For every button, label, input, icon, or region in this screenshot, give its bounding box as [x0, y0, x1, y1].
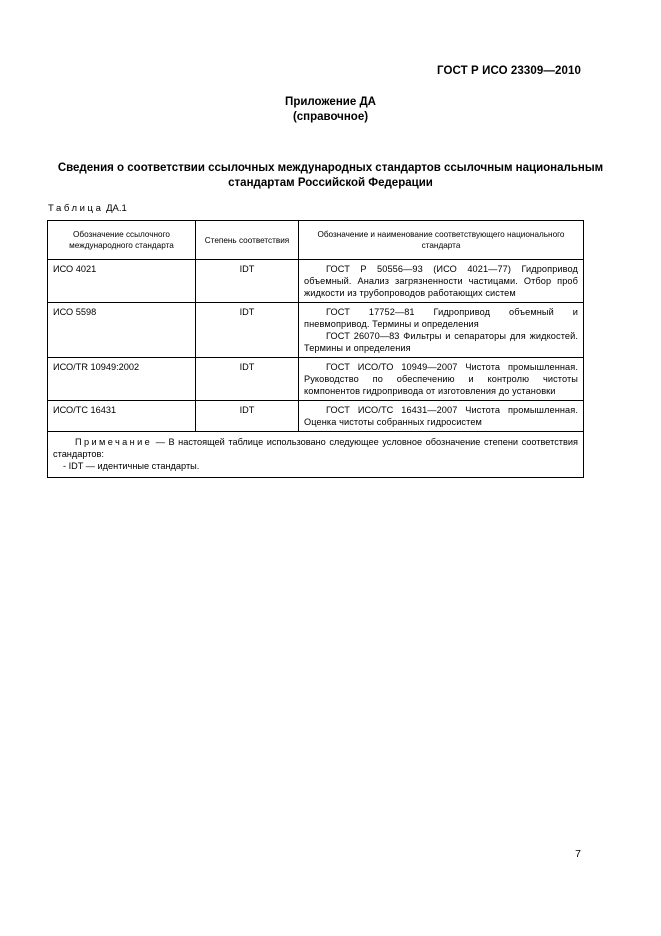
degree-cell: IDT [196, 303, 299, 358]
appendix-heading [0, 95, 661, 125]
national-standard-text: ГОСТ ИСО/ТО 10949—2007 Чистота промышленная. Руководство по обеспечению и контролю чистоты компонентов гидропривода от изготовления до установки [304, 362, 578, 396]
degree-cell: IDT [196, 358, 299, 401]
national-standard-cell [299, 401, 584, 432]
appendix-title: Приложение ДА [285, 96, 376, 108]
table-caption-label: Таблица [48, 203, 104, 214]
table-note-row [48, 432, 584, 478]
table-header-row [48, 221, 584, 260]
column-header-degree: Степень соответствия [196, 221, 299, 260]
degree-cell: IDT [196, 401, 299, 432]
section-title [40, 161, 621, 191]
national-standard-cell [299, 260, 584, 303]
degree-cell: IDT [196, 260, 299, 303]
table-note [48, 432, 584, 478]
national-standard-text: ГОСТ 17752—81 Гидропривод объемный и пневмопривод. Термины и определения [304, 307, 578, 329]
national-standard-text: ГОСТ 26070—83 Фильтры и сепараторы для жидкостей. Термины и определения [304, 331, 578, 353]
intl-standard-cell: ИСО 4021 [48, 260, 196, 303]
table-row [48, 358, 584, 401]
table-row [48, 260, 584, 303]
note-text [53, 436, 578, 460]
note-item: - IDT — идентичные стандарты. [63, 461, 200, 471]
note-label: Примечание [75, 437, 153, 447]
table-row [48, 401, 584, 432]
table-row [48, 303, 584, 358]
national-standard-text: ГОСТ Р 50556—93 (ИСО 4021—77) Гидропривод объемный. Анализ загрязненности частицами. Отбор проб жидкости из трубопроводов работающих систем [304, 264, 578, 298]
national-standard-cell [299, 303, 584, 358]
intl-standard-cell: ИСО 5598 [48, 303, 196, 358]
correspondence-table [47, 220, 584, 478]
column-header-intl-standard: Обозначение ссылочного международного стандарта [48, 221, 196, 260]
section-title-line-2: стандартам Российской Федерации [228, 177, 433, 189]
column-header-national-standard: Обозначение и наименование соответствующего национального стандарта [299, 221, 584, 260]
national-standard-text: ГОСТ ИСО/ТС 16431—2007 Чистота промышленная. Оценка чистоты собранных гидросистем [304, 405, 578, 427]
intl-standard-cell: ИСО/TR 10949:2002 [48, 358, 196, 401]
section-title-line-1: Сведения о соответствии ссылочных международных стандартов ссылочным национальным [57, 162, 604, 174]
intl-standard-cell: ИСО/ТС 16431 [48, 401, 196, 432]
table-caption [48, 203, 127, 214]
appendix-subtitle: (справочное) [292, 111, 369, 123]
table-caption-number: ДА.1 [106, 203, 127, 214]
document-code: ГОСТ Р ИСО 23309—2010 [436, 65, 581, 77]
page-number: 7 [575, 848, 581, 860]
note-body: — В настоящей таблице использовано следующее условное обозначение степени соответствия стандартов: [53, 437, 578, 459]
national-standard-cell [299, 358, 584, 401]
